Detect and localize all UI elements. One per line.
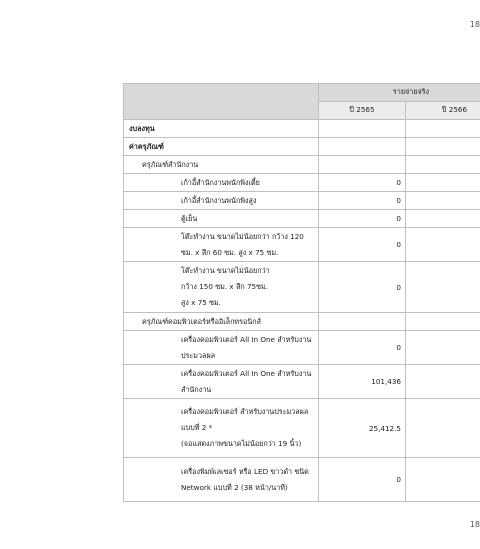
value-2565-cell: 0 (319, 331, 406, 365)
value-2566-cell (406, 331, 480, 365)
table-row (124, 156, 480, 174)
value-2566-cell (406, 458, 480, 502)
item-text-line: โต๊ะทำงาน ขนาดไม่น้อยกว่า (181, 266, 270, 275)
item-text-line: (จอแสดงภาพขนาดไม่น้อยกว่า 19 นิ้ว) (181, 439, 302, 448)
year-header-2565: ปี 2565 (319, 102, 406, 120)
item-cell (124, 313, 319, 331)
value-2565-cell: 101,436 (319, 365, 406, 399)
table-row (124, 458, 480, 502)
value-2566-cell (406, 192, 480, 210)
value-2565-cell (319, 156, 406, 174)
page-number-top: 18 (469, 20, 480, 29)
item-cell (124, 331, 319, 365)
actual-expense-header: รายจ่ายจริง (319, 84, 480, 102)
item-text-line: ครุภัณฑ์คอมพิวเตอร์หรืออิเล็กทรอนิกส์ (142, 316, 261, 326)
value-2566-cell (406, 313, 480, 331)
item-text-line: Network แบบที่ 2 (38 หน้า/นาที) (181, 482, 288, 492)
table-row (124, 365, 480, 399)
item-text-line: ค่าครุภัณฑ์ (129, 141, 164, 151)
item-text-line: สำนักงาน (181, 384, 212, 394)
year-header-2566: ปี 2566 (406, 102, 480, 120)
item-text-line: เครื่องคอมพิวเตอร์ สำหรับงานประมวลผล (181, 407, 309, 416)
item-text-line: เก้าอี้สำนักงานพนักพิงเตี้ย (181, 177, 260, 187)
item-text-line: เครื่องพิมพ์เลเซอร์ หรือ LED ขาวดำ ชนิด (181, 466, 309, 476)
table-row (124, 399, 480, 458)
value-2565-cell (319, 138, 406, 156)
item-text-line: ตู้เย็น (181, 213, 198, 223)
item-text-line: งบลงทุน (129, 123, 155, 133)
item-cell (124, 120, 319, 138)
item-text-line: เครื่องคอมพิวเตอร์ All In One สำหรับงาน (181, 334, 312, 344)
value-2565-cell (319, 313, 406, 331)
table-row (124, 331, 480, 365)
table-row (124, 120, 480, 138)
table-row (124, 313, 480, 331)
item-text-line: ประมวลผล (181, 350, 216, 360)
item-text-line: เครื่องคอมพิวเตอร์ All In One สำหรับงาน (181, 368, 312, 378)
table-row (124, 138, 480, 156)
value-2566-cell (406, 399, 480, 458)
item-text-line: กว้าง 150 ซม. x ลึก 75ซม. (181, 282, 269, 291)
value-2566-cell (406, 156, 480, 174)
table-row (124, 210, 480, 228)
page-number-bottom: 18 (469, 520, 480, 529)
item-text-line: ครุภัณฑ์สำนักงาน (142, 159, 199, 169)
value-2565-cell (319, 120, 406, 138)
value-2565-cell: 0 (319, 228, 406, 262)
table-row (124, 228, 480, 262)
value-2565-cell: 0 (319, 458, 406, 502)
value-2565-cell: 0 (319, 174, 406, 192)
header-blank-cell (124, 84, 319, 120)
item-text-line: สูง x 75 ซม. (181, 298, 222, 307)
value-2565-cell: 0 (319, 262, 406, 313)
value-2566-cell (406, 262, 480, 313)
value-2565-cell: 25,412.5 (319, 399, 406, 458)
item-cell (124, 228, 319, 262)
item-cell (124, 458, 319, 502)
table-row (124, 262, 480, 313)
item-cell (124, 138, 319, 156)
item-text-line: แบบที่ 2 * (181, 423, 213, 432)
table-row (124, 174, 480, 192)
item-cell (124, 156, 319, 174)
item-cell (124, 262, 319, 313)
item-cell (124, 210, 319, 228)
table-row (124, 192, 480, 210)
value-2566-cell (406, 210, 480, 228)
value-2566-cell (406, 365, 480, 399)
item-cell (124, 174, 319, 192)
value-2566-cell (406, 174, 480, 192)
item-cell (124, 365, 319, 399)
item-cell (124, 399, 319, 458)
value-2566-cell (406, 120, 480, 138)
value-2566-cell (406, 138, 480, 156)
item-text-line: โต๊ะทำงาน ขนาดไม่น้อยกว่า กว้าง 120 (181, 231, 304, 241)
item-text-line: เก้าอี้สำนักงานพนักพิงสูง (181, 195, 257, 205)
value-2566-cell (406, 228, 480, 262)
item-cell (124, 192, 319, 210)
value-2565-cell: 0 (319, 210, 406, 228)
item-text-line: ซม. x ลึก 60 ซม. สูง x 75 ซม. (181, 247, 279, 257)
budget-table (123, 83, 480, 502)
value-2565-cell: 0 (319, 192, 406, 210)
